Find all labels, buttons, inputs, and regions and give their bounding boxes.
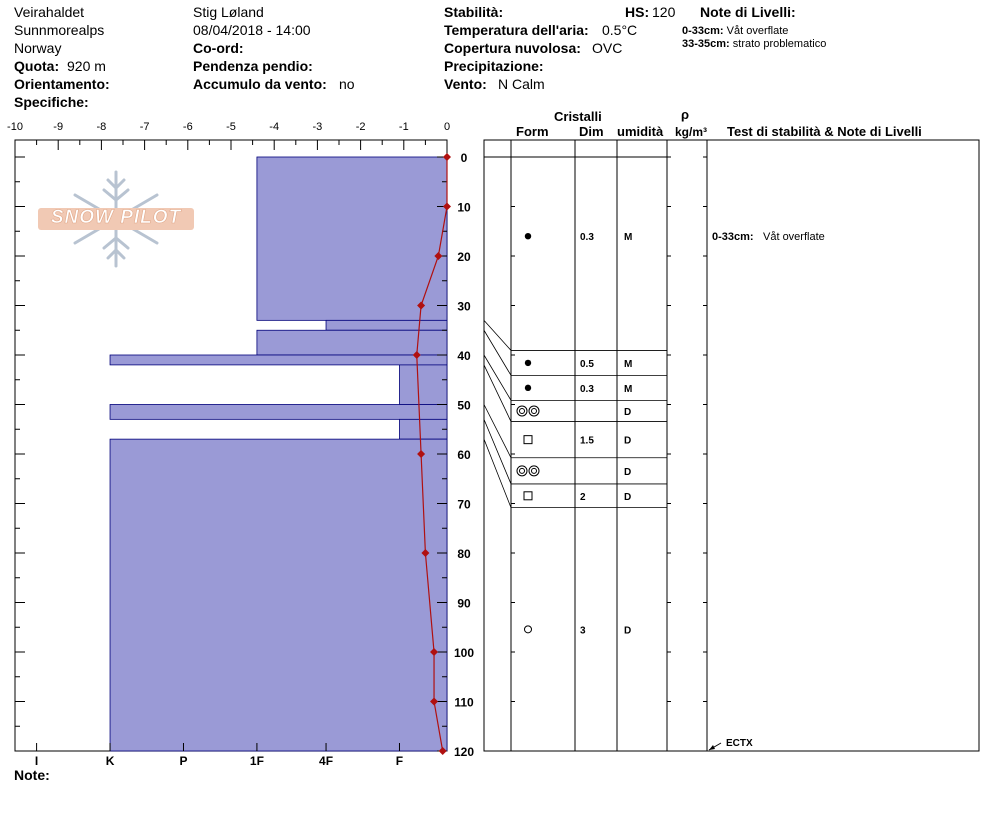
melt-cluster-icon <box>520 408 525 413</box>
logo-text: SNOW PILOT <box>50 207 182 228</box>
faceted-crystal-icon <box>524 436 532 444</box>
depth-label: 100 <box>453 646 475 660</box>
temp-tick-label: -10 <box>7 121 23 133</box>
layer-size: 0.3 <box>580 232 594 244</box>
layer-moisture: D <box>624 435 632 447</box>
precip-label: Precipitazione: <box>444 58 544 74</box>
rounded-grain-icon <box>525 233 531 239</box>
density-symbol: ρ <box>681 107 690 122</box>
country: Norway <box>14 40 62 56</box>
rounded-grain-icon <box>525 360 531 366</box>
coord-label: Co-ord: <box>193 40 244 56</box>
datetime: 08/04/2018 - 14:00 <box>193 22 311 38</box>
temp-tick-label: -1 <box>398 121 409 133</box>
depth-label: 60 <box>457 448 471 462</box>
layer-size: 0.3 <box>580 383 594 395</box>
test-marker-arrow <box>709 745 715 750</box>
observer: Stig Løland <box>193 4 264 20</box>
region: Sunnmorealps <box>14 22 105 38</box>
melt-cluster-icon <box>517 406 527 416</box>
temp-tick-label: 0 <box>443 121 451 133</box>
depth-label: 30 <box>457 299 471 314</box>
depth-label: 10 <box>457 200 471 215</box>
hardness-bar-7 <box>110 439 447 751</box>
temp-tick-label: -3 <box>312 121 323 133</box>
layer-moisture: M <box>624 358 633 370</box>
melt-cluster-icon <box>532 468 537 473</box>
hardness-bar-0 <box>257 157 447 320</box>
altitude-label: Quota: <box>14 58 60 74</box>
hs-value: 120 <box>652 4 676 20</box>
layer-size: 3 <box>580 625 586 637</box>
faceted-crystal-icon <box>524 492 532 500</box>
specifics-label: Specifiche: <box>14 94 89 110</box>
location: Veirahaldet <box>14 4 85 20</box>
layer-notes-title: Note di Livelli: <box>700 4 796 20</box>
layer-note-text: Våt overflate <box>763 231 825 244</box>
hardness-bar-3 <box>110 355 447 365</box>
depth-label: 120 <box>453 745 475 759</box>
layer-note-2-range: 33-35cm: <box>682 38 730 50</box>
layer-size: 1.5 <box>580 435 594 447</box>
melt-form-icon <box>525 626 532 633</box>
depth-label: 20 <box>457 250 471 264</box>
layer-moisture: D <box>624 625 632 637</box>
tests-header: Test di stabilità & Note di Livelli <box>727 124 922 139</box>
depth-label: 40 <box>457 349 471 363</box>
form-header: Form <box>516 124 549 139</box>
hardness-label: 4F <box>319 754 334 768</box>
temp-tick-label: -4 <box>269 121 280 133</box>
hardness-label: P <box>179 754 188 768</box>
temp-tick-label: -2 <box>355 121 366 133</box>
temp-tick-label: -8 <box>96 121 107 133</box>
aspect-label: Orientamento: <box>14 76 110 92</box>
cloud-value: OVC <box>592 40 623 56</box>
wind-value: N Calm <box>498 76 545 92</box>
note-label: Note: <box>14 767 50 783</box>
temp-tick-label: -7 <box>139 121 150 133</box>
moisture-header: umidità <box>617 124 664 139</box>
layer-moisture: M <box>624 383 633 395</box>
crystals-header: Cristalli <box>554 109 602 124</box>
melt-cluster-icon <box>529 406 539 416</box>
altitude-value: 920 m <box>67 58 106 74</box>
depth-label: 0 <box>460 151 468 165</box>
depth-label: 110 <box>454 695 474 710</box>
hardness-bar-6 <box>399 419 447 439</box>
temp-tick-label: -5 <box>226 121 236 133</box>
density-unit: kg/m³ <box>675 125 708 139</box>
layer-note-1-text: Våt overflate <box>726 25 789 37</box>
temp-tick-label: -6 <box>182 121 193 133</box>
melt-cluster-icon <box>517 466 527 476</box>
wind-loading-value: no <box>339 76 355 92</box>
layer-moisture: D <box>624 406 632 418</box>
melt-cluster-icon <box>532 408 537 413</box>
wind-loading-label: Accumulo da vento: <box>193 76 327 92</box>
stability-label: Stabilità: <box>444 4 504 20</box>
layer-note-1-range: 0-33cm: <box>682 25 724 37</box>
size-header: Dim <box>579 124 604 139</box>
air-temp-value: 0.5°C <box>602 22 638 38</box>
layer-size: 2 <box>580 491 586 503</box>
depth-label: 50 <box>457 398 471 413</box>
layer-moisture: D <box>624 491 632 503</box>
temp-tick-label: -9 <box>53 121 64 133</box>
hardness-label: K <box>105 754 115 768</box>
melt-cluster-icon <box>520 468 525 473</box>
hardness-label: I <box>34 754 39 768</box>
melt-cluster-icon <box>529 466 539 476</box>
layer-moisture: M <box>624 232 633 244</box>
wind-label: Vento: <box>444 76 487 92</box>
rounded-grain-icon <box>525 385 531 391</box>
air-temp-label: Temperatura dell'aria: <box>444 22 589 38</box>
slope-label: Pendenza pendio: <box>193 58 313 74</box>
layer-moisture: D <box>624 466 632 478</box>
hardness-bar-4 <box>399 365 447 405</box>
hardness-label: 1F <box>249 754 264 768</box>
layer-note-range: 0-33cm: <box>712 231 754 244</box>
hardness-bar-5 <box>110 405 447 420</box>
layer-size: 0.5 <box>580 358 594 370</box>
depth-label: 80 <box>457 547 471 561</box>
depth-label: 90 <box>457 596 471 611</box>
depth-label: 70 <box>457 497 471 512</box>
hardness-label: F <box>395 754 404 768</box>
cloud-label: Copertura nuvolosa: <box>444 40 581 56</box>
hs-label: HS: <box>625 4 650 20</box>
hardness-bar-1 <box>326 320 447 330</box>
stability-test-label: ECTX <box>726 738 753 749</box>
layer-note-2-text: strato problematico <box>732 38 827 50</box>
